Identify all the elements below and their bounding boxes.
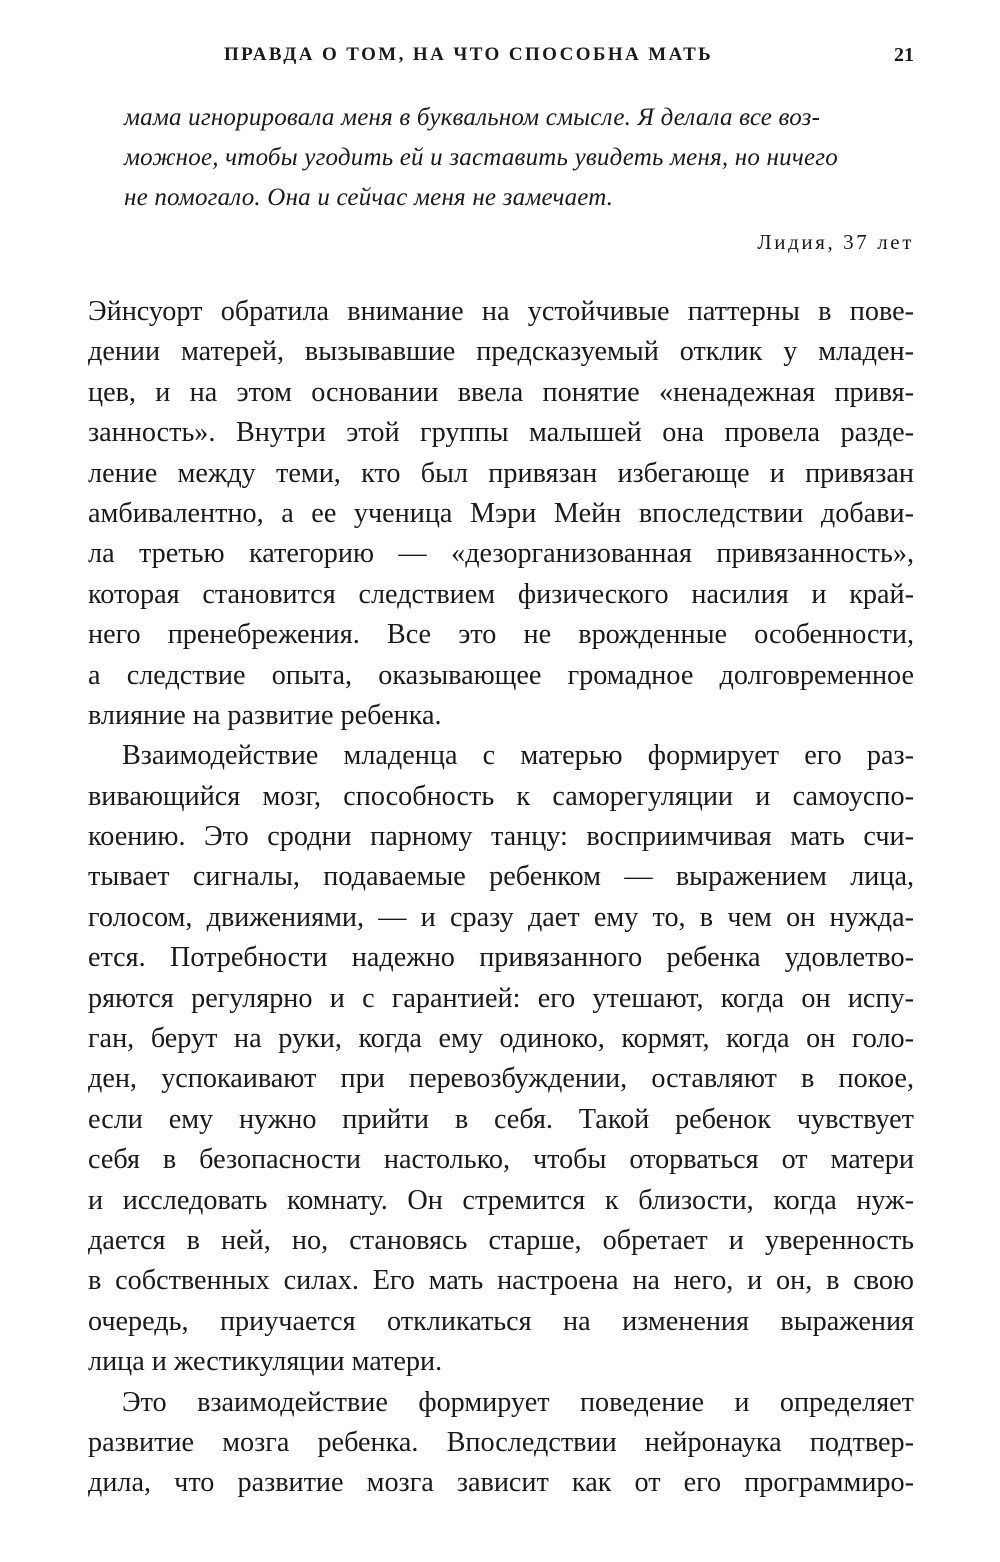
text-line: коению. Это сродни парному танцу: восприимчивая мать счи- (88, 821, 914, 853)
running-head (88, 44, 914, 74)
text-line: ден, успокаивают при перевозбуждении, оставляют в покое, (88, 1063, 914, 1095)
text-line: лица и жестикуляции матери. (88, 1346, 443, 1378)
book-page (88, 0, 914, 1562)
epigraph-text (124, 98, 914, 218)
body-paragraph (88, 1383, 914, 1504)
text-line: Эйнсуорт обратила внимание на устойчивые паттерны в пове- (88, 296, 914, 327)
text-line: ется. Потребности надежно привязанного ребенка удовлетво- (88, 942, 914, 974)
page-number: 21 (894, 44, 914, 66)
epigraph-line: не помогало. Она и сейчас меня не замечает. (124, 184, 614, 211)
text-line: ган, берут на руки, когда ему одиноко, кормят, когда он голо- (88, 1023, 914, 1055)
text-line: занность». Внутри этой группы малышей она провела разде- (88, 417, 914, 449)
text-line: влияние на развитие ребенка. (88, 699, 442, 731)
text-line: тывает сигналы, подаваемые ребенком — выражением лица, (88, 861, 914, 893)
text-line: ление между теми, кто был привязан избегающе и привязан (88, 457, 914, 489)
epigraph-line: мама игнорировала меня в буквальном смысле. Я делала все воз- (124, 104, 821, 131)
text-line: в собственных силах. Его мать настроена на него, и он, в свою (88, 1265, 914, 1297)
text-line: ла третью категорию — «дезорганизованная привязанность», (88, 538, 914, 570)
text-line: развитие мозга ребенка. Впоследствии нейронаука подтвер- (88, 1426, 914, 1458)
text-line: амбивалентно, а ее ученица Мэри Мейн впоследствии добави- (88, 497, 914, 529)
text-line: дении матерей, вызывавшие предсказуемый отклик у младен- (88, 336, 914, 368)
epigraph-attribution: Лидия, 37 лет (757, 230, 914, 254)
text-line: дается в ней, но, становясь старше, обретает и уверенность (88, 1224, 914, 1256)
body-text (88, 292, 914, 1504)
epigraph-quote (124, 98, 914, 255)
text-line: ряются регулярно и с гарантией: его утешают, когда он испу- (88, 982, 914, 1014)
text-line: Взаимодействие младенца с матерью формирует его раз- (122, 740, 914, 772)
text-line: голосом, движениями, — и сразу дает ему то, в чем он нужда- (88, 901, 914, 933)
text-line: вивающийся мозг, способность к саморегуляции и самоуспо- (88, 780, 914, 812)
running-title: ПРАВДА О ТОМ, НА ЧТО СПОСОБНА МАТЬ (224, 44, 714, 65)
text-line: очередь, приучается откликаться на изменения выражения (88, 1305, 914, 1337)
text-line: дила, что развитие мозга зависит как от его программиро- (88, 1467, 914, 1499)
text-line: цев, и на этом основании ввела понятие «ненадежная привя- (88, 376, 914, 408)
text-line: него пренебрежения. Все это не врожденные особенности, (88, 619, 914, 651)
text-line: Это взаимодействие формирует поведение и определяет (122, 1386, 914, 1418)
epigraph-line: можное, чтобы угодить ей и заставить увидеть меня, но ничего (124, 144, 838, 171)
body-paragraph (88, 736, 914, 1382)
text-line: и исследовать комнату. Он стремится к близости, когда нуж- (88, 1184, 914, 1216)
text-line: себя в безопасности настолько, чтобы оторваться от матери (88, 1144, 914, 1176)
text-line: которая становится следствием физического насилия и край- (88, 578, 914, 610)
text-line: если ему нужно прийти в себя. Такой ребенок чувствует (88, 1103, 914, 1135)
text-line: а следствие опыта, оказывающее громадное долговременное (88, 659, 914, 691)
body-paragraph (88, 292, 914, 736)
